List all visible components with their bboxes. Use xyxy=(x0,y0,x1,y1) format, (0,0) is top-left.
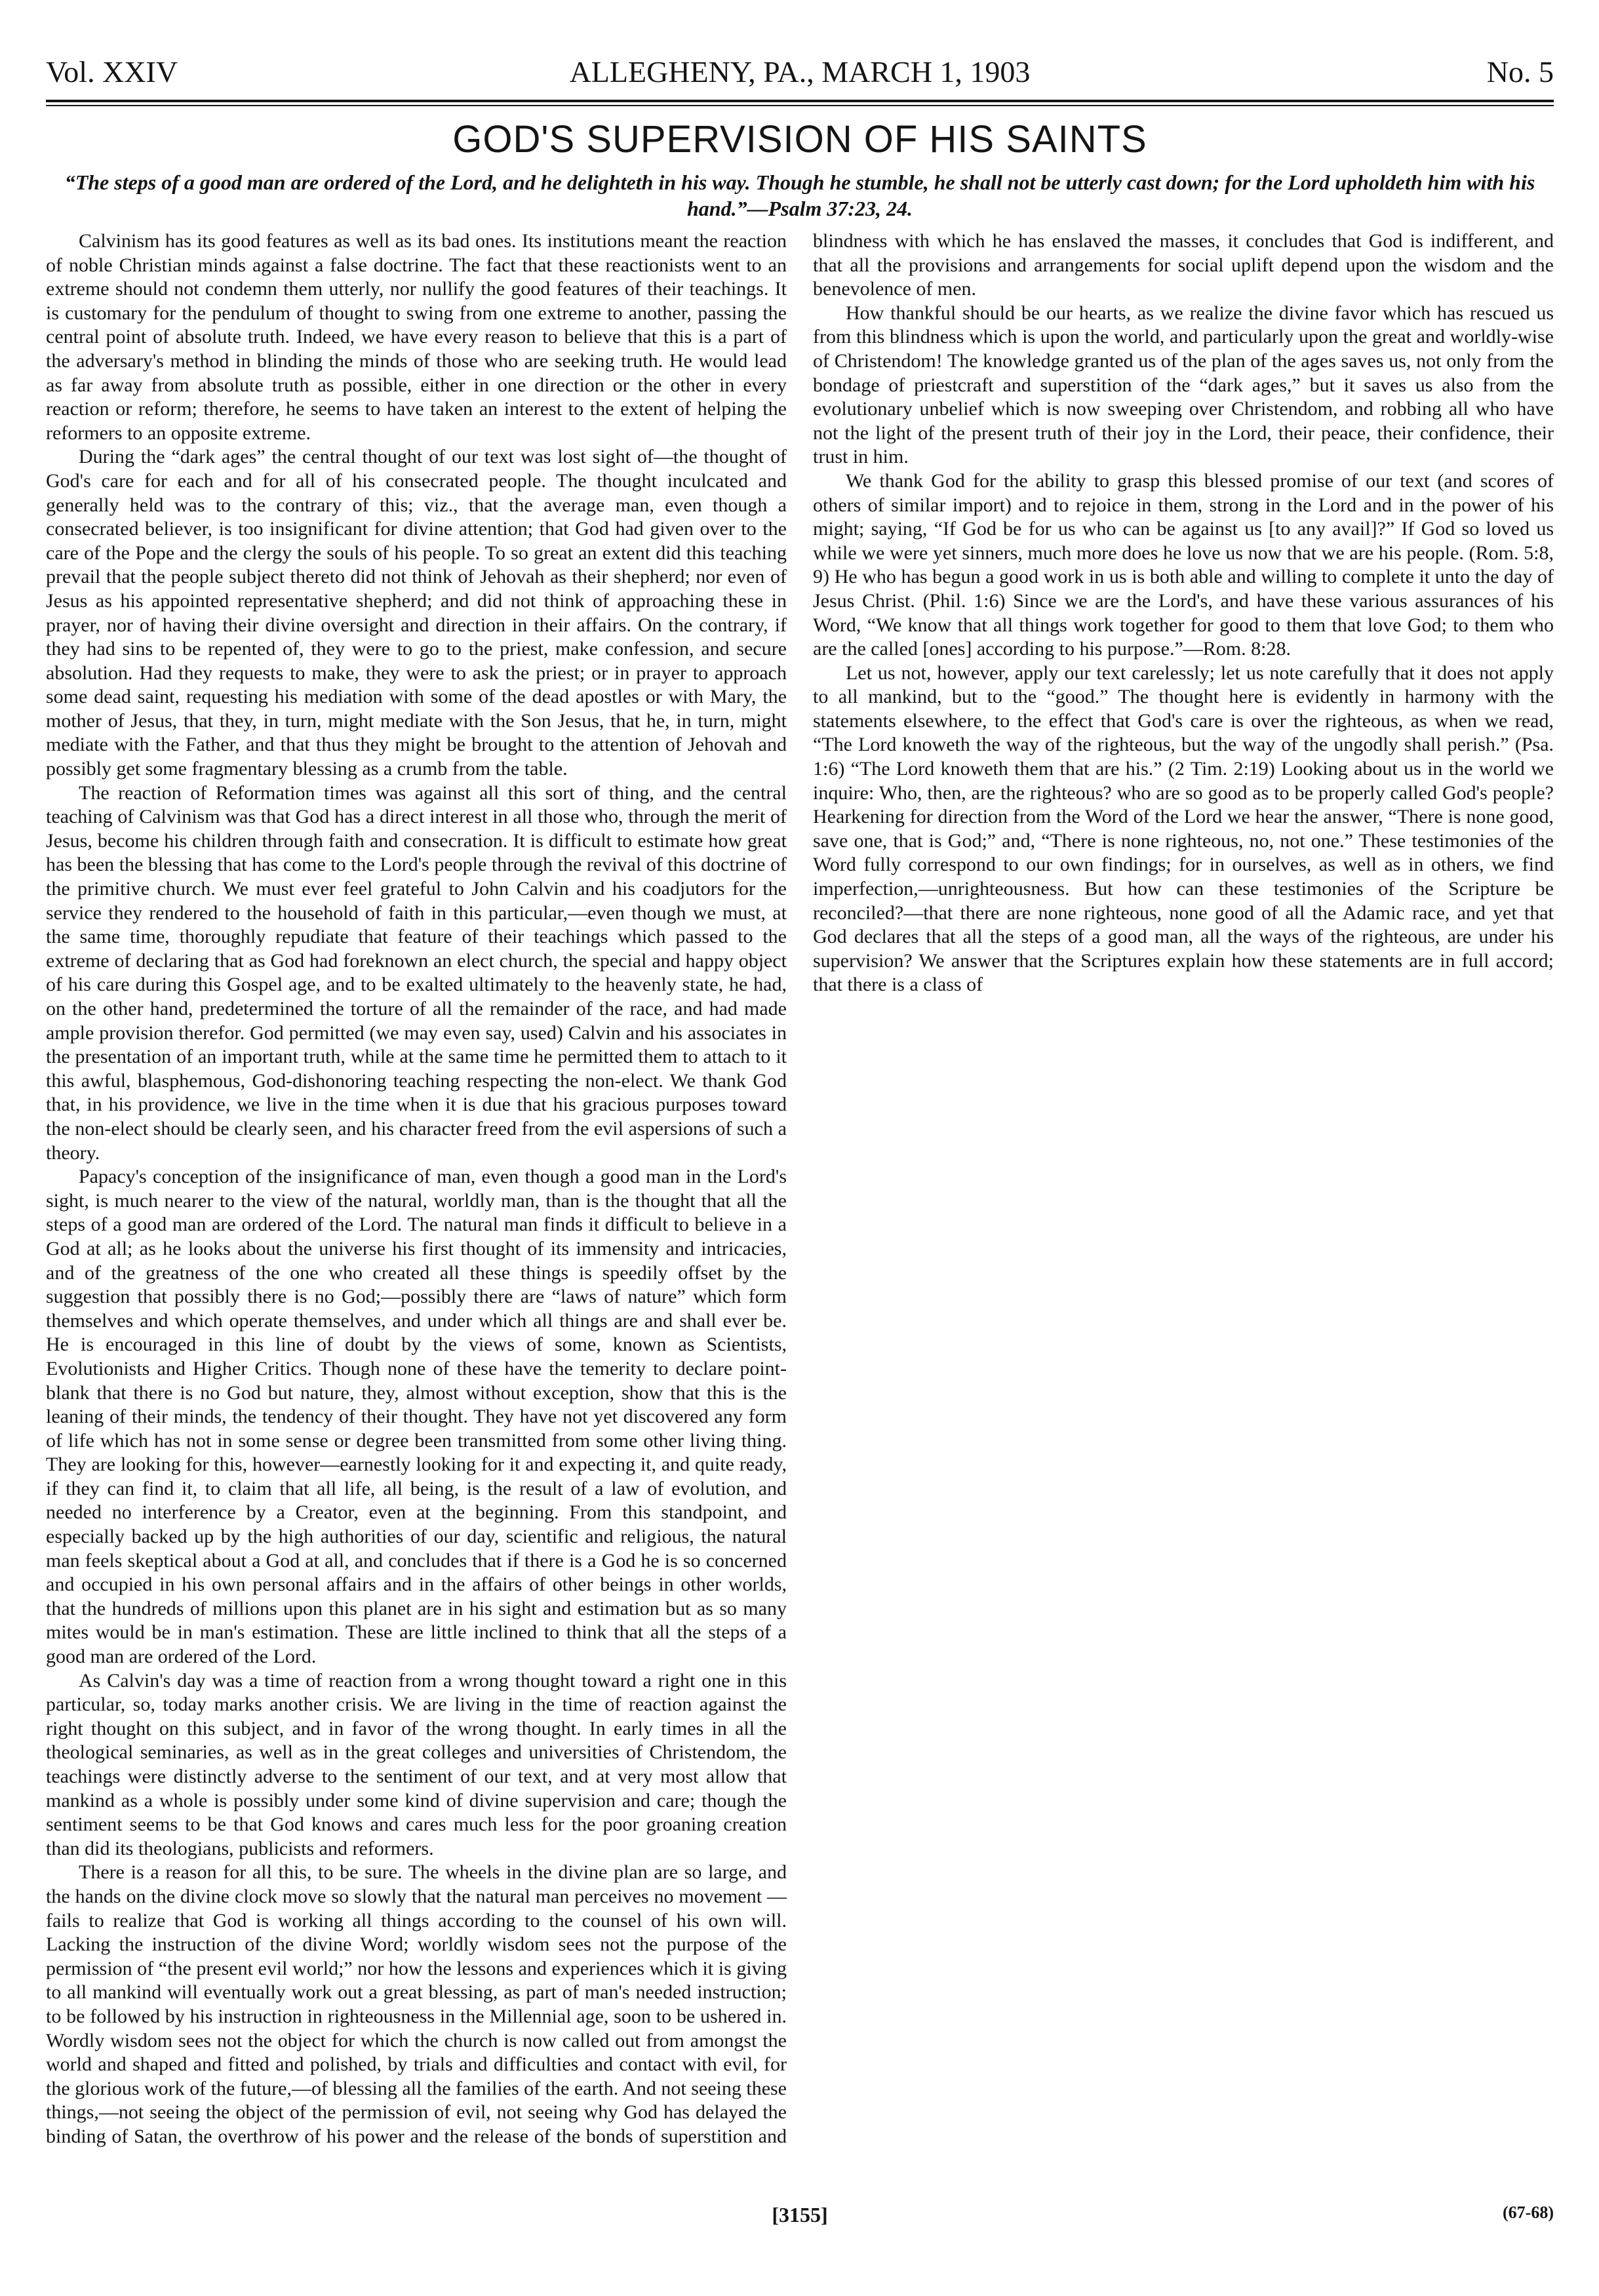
paragraph: There is a reason for all this, to be sure. The wheels in the divine plan are so large, and the hands on the divine clock move so slowly that the natural man perceives no movement —fails to realize that God is working all things according to the counsel of his own will. Lacking the instruction of the divine Word; worldly wisdom sees not the purpose of the permission of “the present evil world;” nor how the lessons and experiences which it is giving to all mankind will eventually work out a great blessing, as part of man's needed instruction; to be followed by his instruction in righteousness in the Millennial age, soon to be ushered in. Wordly wisdom sees not the object for which the church is now called out from amongst the world and shaped and fitted and polished, by trials and difficulties and contact with evil, for the glorious work of the future,—of blessing all the families of the earth. And not seeing these things,—not seeing the object of the permission of evil, not seeing why God has delayed the binding of Satan, the overthrow of his power and the release of the bonds of superstition and blindness with which he has enslaved the masses, it concludes that God is indifferent, and that all the provisions and arrangements for social uplift depend upon the wisdom and the benevolence of men. xyxy=(46,230,1554,2147)
article-body xyxy=(46,229,1554,2170)
article-epigraph: “The steps of a good man are ordered of the Lord, and he delighteth in his way. Though he stumble, he shall not be utterly cast down; for the Lord upholdeth him with his hand.”—Psalm 37:23, 24. xyxy=(64,170,1535,220)
issue-number: No. 5 xyxy=(1486,55,1554,89)
paragraph: Let us not, however, apply our text carelessly; let us note carefully that it does not apply to all mankind, but to the “good.” The thought here is evidently in harmony with the statements elsewhere, to the effect that God's care is over the righteous, as when we read, “The Lord knoweth the way of the righteous, but the way of the ungodly shall perish.” (Psa. 1:6) “The Lord knoweth them that are his.” (2 Tim. 2:19) Looking about us in the world we inquire: Who, then, are the righteous? who are so good as to be properly called God's people? Hearkening for direction from the Word of the Lord we hear the answer, “There is none good, save one, that is God;” and, “There is none righteous, no, not one.” These testimonies of the Word fully correspond to our own findings; for in ourselves, as well as in others, we find imperfection,—unrighteousness. But how can these testimonies of the Scripture be reconciled?—that there are none righteous, none good of all the Adamic race, and yet that God declares that all the steps of a good man, all the ways of the righteous, are under his supervision? We answer that the Scriptures explain how these statements are in full accord; that there is a class of xyxy=(813,662,1554,996)
paragraph: We thank God for the ability to grasp this blessed promise of our text (and scores of others of similar import) and to rejoice in them, strong in the Lord and in the power of his might; saying, “If God be for us who can be against us [to any avail]?” If God so loved us while we were yet sinners, much more does he love us now that we are his people. (Rom. 5:8, 9) He who has begun a good work in us is both able and willing to complete it unto the day of Jesus Christ. (Phil. 1:6) Since we are the Lord's, and have these various assurances of his Word, “We know that all things work together for good to them that love God; to them who are the called [ones] according to his purpose.”—Rom. 8:28. xyxy=(813,469,1554,660)
paragraph: How thankful should be our hearts, as we realize the divine favor which has rescued us from this blindness which is upon the world, and particularly upon the great and worldly-wise of Christendom! The knowledge granted us of the plan of the ages saves us, not only from the bondage of priestcraft and superstition of the “dark ages,” but it saves us also from the evolutionary unbelief which is now sweeping over Christendom, and robbing all who have not the light of the present truth of their joy in the Lord, their peace, their confidence, their trust in him. xyxy=(813,302,1554,468)
newspaper-page xyxy=(46,46,1554,2262)
page-range: (67-68) xyxy=(1503,2203,1554,2222)
paragraph: The reaction of Reformation times was against all this sort of thing, and the central teaching of Calvinism was that God has a direct interest in all those who, through the merit of Jesus, become his children through faith and consecration. It is difficult to estimate how great has been the blessing that has come to the Lord's people through the revival of this doctrine of the primitive church. We must ever feel grateful to John Calvin and his coadjutors for the service they rendered to the household of faith in this particular,—even though we must, at the same time, thoroughly repudiate that feature of their teachings which passed to the extreme of declaring that as God had foreknown an elect church, the special and happy object of his care during this Gospel age, and to be exalted ultimately to the heavenly state, he had, on the other hand, predetermined the torture of all the remainder of the race, and had made ample provision therefor. God permitted (we may even say, used) Calvin and his associates in the presentation of an important truth, while at the same time he permitted them to attach to it this awful, blasphemous, God-dishonoring teaching respecting the non-elect. We thank God that, in his providence, we live in the time when it is due that his gracious purposes toward the non-elect should be clearly seen, and his character freed from the evil aspersions of such a theory. xyxy=(46,782,787,1164)
page-number: [3155] xyxy=(772,2203,828,2227)
article-title: GOD'S SUPERVISION OF HIS SAINTS xyxy=(452,118,1147,161)
volume-label: Vol. XXIV xyxy=(46,55,178,89)
paragraph: Papacy's conception of the insignificance of man, even though a good man in the Lord's sight, is much nearer to the view of the natural, worldly man, than is the thought that all the steps of a good man are ordered of the Lord. The natural man finds it difficult to believe in a God at all; as he looks about the universe his first thought of its immensity and intricacies, and of the greatness of the one who created all these things is speedily offset by the suggestion that possibly there is no God;—possibly there are “laws of nature” which form themselves and which operate themselves, and under which all things are and shall ever be. He is encouraged in this line of doubt by the views of some, known as Scientists, Evolutionists and Higher Critics. Though none of these have the temerity to declare point-blank that there is no God but nature, they, almost without exception, show that this is the leaning of their minds, the tendency of their thought. They have not yet discovered any form of life which has not in some sense or degree been transmitted from some other living thing. They are looking for this, however—earnestly looking for it and expecting it, and quite ready, if they can find it, to claim that all life, all being, is the result of a law of evolution, and needed no interference by a Creator, even at the beginning. From this standpoint, and especially backed up by the high authorities of our day, scientific and religious, the natural man feels skeptical about a God at all, and concludes that if there is a God he is so concerned and occupied in his own personal affairs and in the affairs of other beings in other worlds, that the hundreds of millions upon this planet are in his sight and estimation but as so many mites would be in man's estimation. These are little inclined to think that all the steps of a good man are ordered of the Lord. xyxy=(46,1166,787,1668)
paragraph: During the “dark ages” the central thought of our text was lost sight of—the thought of God's care for each and for all of his consecrated people. The thought inculcated and generally held was to the contrary of this; viz., that the average man, even though a consecrated believer, is too insignificant for divine attention; that God had given over to the care of the Pope and the clergy the souls of his people. To so great an extent did this teaching prevail that the people subject thereto did not think of Jehovah as their shepherd; nor even of Jesus as his appointed representative shepherd; and did not think of approaching these in prayer, nor of having their divine oversight and direction in their affairs. On the contrary, if they had sins to be repented of, they were to go to the priest, make confession, and secure absolution. Had they requests to make, they were to ask the priest; or in prayer to approach some dead saint, requesting his mediation with some of the dead apostles or with Mary, the mother of Jesus, that they, in turn, might mediate with the Son Jesus, that he, in turn, might mediate with the Father, and that thus they might be brought to the attention of Jehovah and possibly get some fragmentary blessing as a crumb from the table. xyxy=(46,446,787,780)
masthead-rule-thin xyxy=(46,105,1554,106)
paragraph: As Calvin's day was a time of reaction from a wrong thought toward a right one in this particular, so, today marks another crisis. We are living in the time of reaction against the right thought on this subject, and in favor of the wrong thought. In early times in all the theological seminaries, as well as in the great colleges and universities of Christendom, the teachings were distinctly adverse to the sentiment of our text, and at very most allow that mankind as a whole is possibly under some kind of divine supervision and care; though the sentiment seems to be that God knows and cares much less for the poor groaning creation than did its theologians, publicists and reformers. xyxy=(46,1669,787,1859)
masthead xyxy=(46,46,1554,98)
paragraph: Calvinism has its good features as well as its bad ones. Its institutions meant the reaction of noble Christian minds against a false doctrine. The fact that these reactionists went to an extreme should not condemn them utterly, nor nullify the good features of their teachings. It is customary for the pendulum of thought to swing from one extreme to another, passing the central point of absolute truth. Indeed, we have every reason to believe that this is a part of the adversary's method in blinding the minds of those who are seeking truth. He would lead as far away from absolute truth as possible, either in one direction or the other in every reaction or reform; therefore, he seems to have taken an interest to the extent of helping the reformers to an opposite extreme. xyxy=(46,230,787,444)
masthead-rule xyxy=(46,100,1554,102)
page-footer xyxy=(46,2203,1554,2236)
place-date: ALLEGHENY, PA., MARCH 1, 1903 xyxy=(569,55,1031,89)
